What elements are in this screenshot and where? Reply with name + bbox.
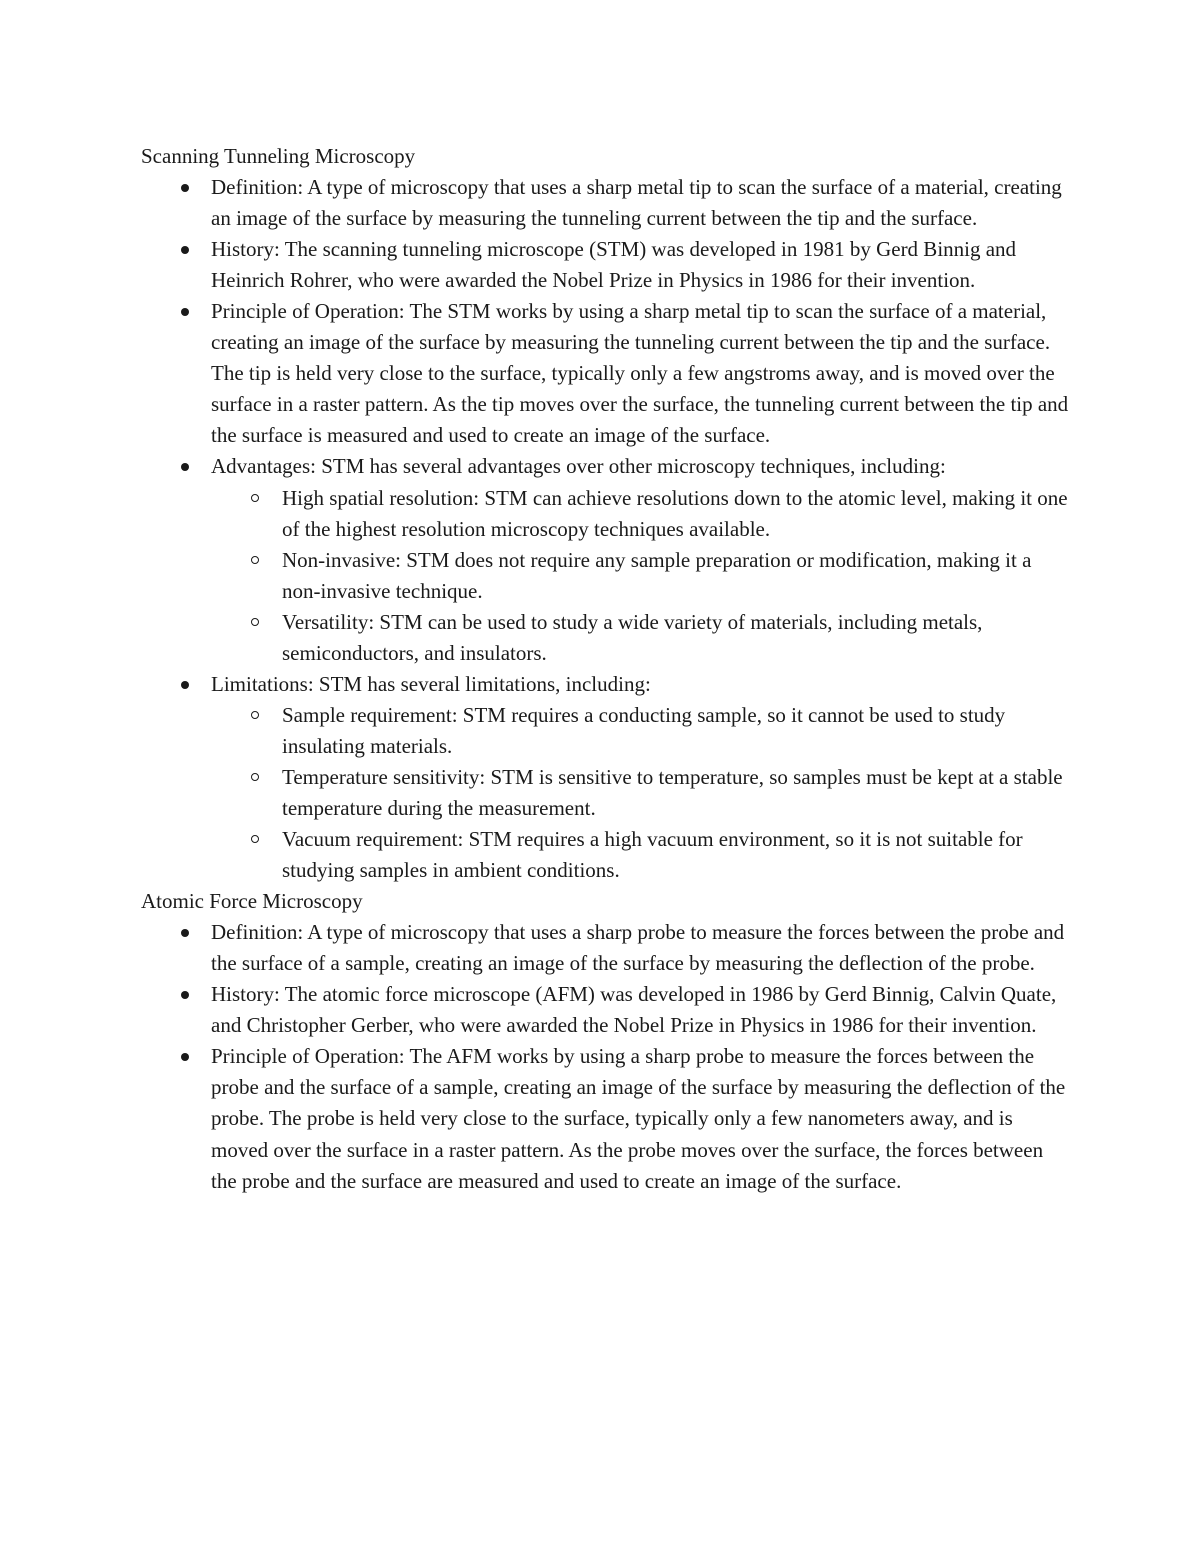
sublist-item [211, 762, 1071, 824]
list-item [141, 669, 1071, 886]
list-item [141, 234, 1071, 296]
sublist-item [211, 607, 1071, 669]
bullet-disc-icon [181, 991, 189, 999]
bullet-disc-icon [181, 184, 189, 192]
list-item [141, 451, 1071, 668]
list-item [141, 917, 1071, 979]
list-item-text: Definition: A type of microscopy that uses a sharp metal tip to scan the surface of a material, creating an image of the surface by measuring the tunneling current between the tip and the surface. [211, 175, 1062, 231]
list-item-text: Advantages: STM has several advantages over other microscopy techniques, including: [211, 454, 946, 479]
document-page [141, 141, 1071, 1197]
bullet-disc-icon [181, 929, 189, 937]
bullet-disc-icon [181, 681, 189, 689]
limitations-sublist [141, 700, 1071, 886]
sublist-item [211, 824, 1071, 886]
sublist-item-text: Versatility: STM can be used to study a wide variety of materials, including metals, semiconductors, and insulators. [282, 609, 983, 665]
sublist-item-text: Temperature sensitivity: STM is sensitive to temperature, so samples must be kept at a stable temperature during the measurement. [282, 764, 1063, 820]
bullet-disc-icon [181, 308, 189, 316]
bullet-circle-icon [251, 773, 259, 781]
list-item-text: Principle of Operation: The STM works by using a sharp metal tip to scan the surface of a material, creating an image of the surface by measuring the tunneling current between the tip and the surface. The tip is held very close to the surface, typically only a few angstroms away, and is moved over the surface in a raster pattern. As the tip moves over the surface, the tunneling current between the tip and the surface is measured and used to create an image of the surface. [211, 299, 1069, 448]
bullet-disc-icon [181, 463, 189, 471]
section-title-stm: Scanning Tunneling Microscopy [141, 144, 416, 168]
bullet-disc-icon [181, 1053, 189, 1061]
bullet-circle-icon [251, 835, 259, 843]
sublist-item [211, 545, 1071, 607]
bullet-circle-icon [251, 494, 259, 502]
bullet-circle-icon [251, 556, 259, 564]
list-item [141, 979, 1071, 1041]
sublist-item-text: High spatial resolution: STM can achieve resolutions down to the atomic level, making it one of the highest resolution microscopy techniques available. [282, 485, 1068, 541]
list-item-text: History: The atomic force microscope (AFM) was developed in 1986 by Gerd Binnig, Calvin Quate, and Christopher Gerber, who were awarded the Nobel Prize in Physics in 1986 for their invention. [211, 982, 1057, 1038]
sublist-item-text: Vacuum requirement: STM requires a high vacuum environment, so it is not suitable for studying samples in ambient conditions. [282, 827, 1023, 883]
section-title-afm: Atomic Force Microscopy [141, 889, 363, 914]
sublist-item-text: Non-invasive: STM does not require any sample preparation or modification, making it a non-invasive technique. [282, 547, 1032, 603]
sublist-item [211, 483, 1071, 545]
advantages-sublist [141, 483, 1071, 669]
afm-bullet-list [141, 917, 1071, 1196]
bullet-disc-icon [181, 246, 189, 254]
list-item-text: Limitations: STM has several limitations, including: [211, 671, 651, 696]
bullet-circle-icon [251, 618, 259, 626]
list-item [141, 172, 1071, 234]
list-item-text: History: The scanning tunneling microscope (STM) was developed in 1981 by Gerd Binnig and Heinrich Rohrer, who were awarded the Nobel Prize in Physics in 1986 for their invention. [211, 237, 1017, 293]
list-item-text: Definition: A type of microscopy that uses a sharp probe to measure the forces between the probe and the surface of a sample, creating an image of the surface by measuring the deflection of the probe. [211, 920, 1065, 976]
list-item [141, 1041, 1071, 1196]
stm-bullet-list [141, 172, 1071, 886]
sublist-item-text: Sample requirement: STM requires a conducting sample, so it cannot be used to study insulating materials. [282, 702, 1006, 758]
sublist-item [211, 700, 1071, 762]
list-item-text: Principle of Operation: The AFM works by using a sharp probe to measure the forces between the probe and the surface of a sample, creating an image of the surface by measuring the deflection of the probe. The probe is held very close to the surface, typically only a few nanometers away, and is moved over the surface in a raster pattern. As the probe moves over the surface, the forces between the probe and the surface are measured and used to create an image of the surface. [211, 1044, 1066, 1193]
list-item [141, 296, 1071, 451]
bullet-circle-icon [251, 711, 259, 719]
